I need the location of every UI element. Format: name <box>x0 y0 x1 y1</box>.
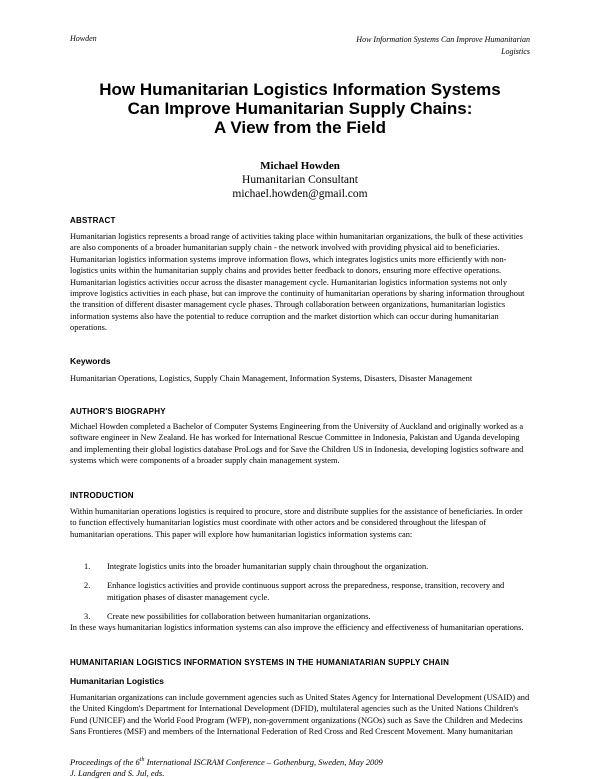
running-header-title <box>290 34 530 58</box>
list-item <box>70 611 530 622</box>
running-header-title-line2: Logistics <box>501 47 530 56</box>
list-item-text: Create new possibilities for collaboration between humanitarian organizations. <box>107 612 371 622</box>
introduction-closing: In these ways humanitarian logistics information systems can also improve the efficiency and effectiveness of humanitarian operations. <box>70 623 524 632</box>
keywords-heading: Keywords <box>70 356 111 366</box>
author-name: Michael Howden <box>260 160 340 172</box>
running-header-title-line1: How Information Systems Can Improve Humanitarian <box>356 35 530 44</box>
running-header-author: Howden <box>70 34 97 43</box>
footer-proceedings-prefix: Proceedings of the 6 <box>70 756 140 767</box>
list-item-text: Integrate logistics units into the broader humanitarian supply chain throughout the organization. <box>107 562 429 571</box>
list-item-number: 1. <box>84 562 91 571</box>
paper-title-line3: A View from the Field <box>214 118 386 137</box>
footer-editors: J. Landgren and S. Jul, eds. <box>70 767 165 778</box>
author-block <box>150 159 450 201</box>
biography-heading: AUTHOR'S BIOGRAPHY <box>70 407 166 416</box>
paper-title-line2: Can Improve Humanitarian Supply Chains: <box>127 99 473 118</box>
author-email: michael.howden@gmail.com <box>232 188 368 200</box>
list-item <box>70 561 530 572</box>
section2-heading: HUMANITARIAN LOGISTICS INFORMATION SYSTEMS IN THE HUMANIATARIAN SUPPLY CHAIN <box>70 658 450 667</box>
author-role: Humanitarian Consultant <box>242 174 358 186</box>
biography-text: Michael Howden completed a Bachelor of Computer Systems Engineering from the University of Auckland and originally worked as a software engineer in New Zealand. He has worked for International Rescue Committee in Indonesia, Pakistan and Uganda developing and implementing their global logistics database ProLogs and for Save the Children US in Indonesia, developing logistics software and systems which were components of a broader supply chain management system. <box>70 422 524 466</box>
list-item-number: 3. <box>84 612 91 622</box>
section2-text: Humanitarian organizations can include government agencies such as United States Agency for International Development (USAID) and the United Kingdom's Department for International Development (DFID), multilateral agencies such as the United Nations Children's Fund (UNICEF) and the World Food Program (WFP), non-government organizations (NGOs) such as Save the Children and Medecins Sans Frontieres (MSF) and members of the International Federation of Red Cross and Red Crescent Movement. Many humanitarian <box>70 693 530 737</box>
abstract-text: Humanitarian logistics represents a broad range of activities taking place within humanitarian organizations, the bulk of these activities are also components of a broader humanitarian supply chain - the network involved with providing physical aid to beneficiaries. Humanitarian logistics information systems improve information flows, which integrates logistics units more efficiently with non-logistics units within the humanitarian supply chains and provides better feedback to donors, ensuring more effective operations. Humanitarian logistics activities occur across the disaster management cycle. Humanitarian logistics information systems not only improve logistics activities in each phase, but can improve the continuity of humanitarian operations by sharing information throughout the transition of different disaster management cycle phases. Through collaboration between organizations, humanitarian logistics information systems also have the potential to reduce corruption and the market distortion which can occur during humanitarian operations. <box>70 232 525 333</box>
footer-ordinal: th <box>139 757 145 763</box>
introduction-list <box>70 561 530 631</box>
footer-proceedings-suffix: International ISCRAM Conference – Gothenburg, Sweden, May 2009 <box>144 756 383 767</box>
introduction-heading: INTRODUCTION <box>70 491 134 500</box>
paper-title-line1: How Humanitarian Logistics Information Systems <box>99 80 501 99</box>
footer-proceedings <box>70 755 383 768</box>
abstract-heading: ABSTRACT <box>70 216 116 225</box>
section2-subheading: Humanitarian Logistics <box>70 676 164 686</box>
list-item-text: Enhance logistics activities and provide continuous support across the preparedness, response, transition, recovery and mitigation phases of disaster management cycle. <box>107 581 505 602</box>
page-footer <box>70 755 383 779</box>
list-item <box>70 580 530 603</box>
list-item-number: 2. <box>84 581 91 591</box>
keywords-text: Humanitarian Operations, Logistics, Supply Chain Management, Information Systems, Disasters, Disaster Management <box>70 374 473 383</box>
introduction-text: Within humanitarian operations logistics is required to procure, store and distribute supplies for the assistance of beneficiaries. In order to function effectively humanitarian logistics must coordinate with other actors and be considered throughout the lifespan of humanitarian operations. This paper will explore how humanitarian logistics information systems can: <box>70 507 523 539</box>
paper-title <box>60 80 540 137</box>
